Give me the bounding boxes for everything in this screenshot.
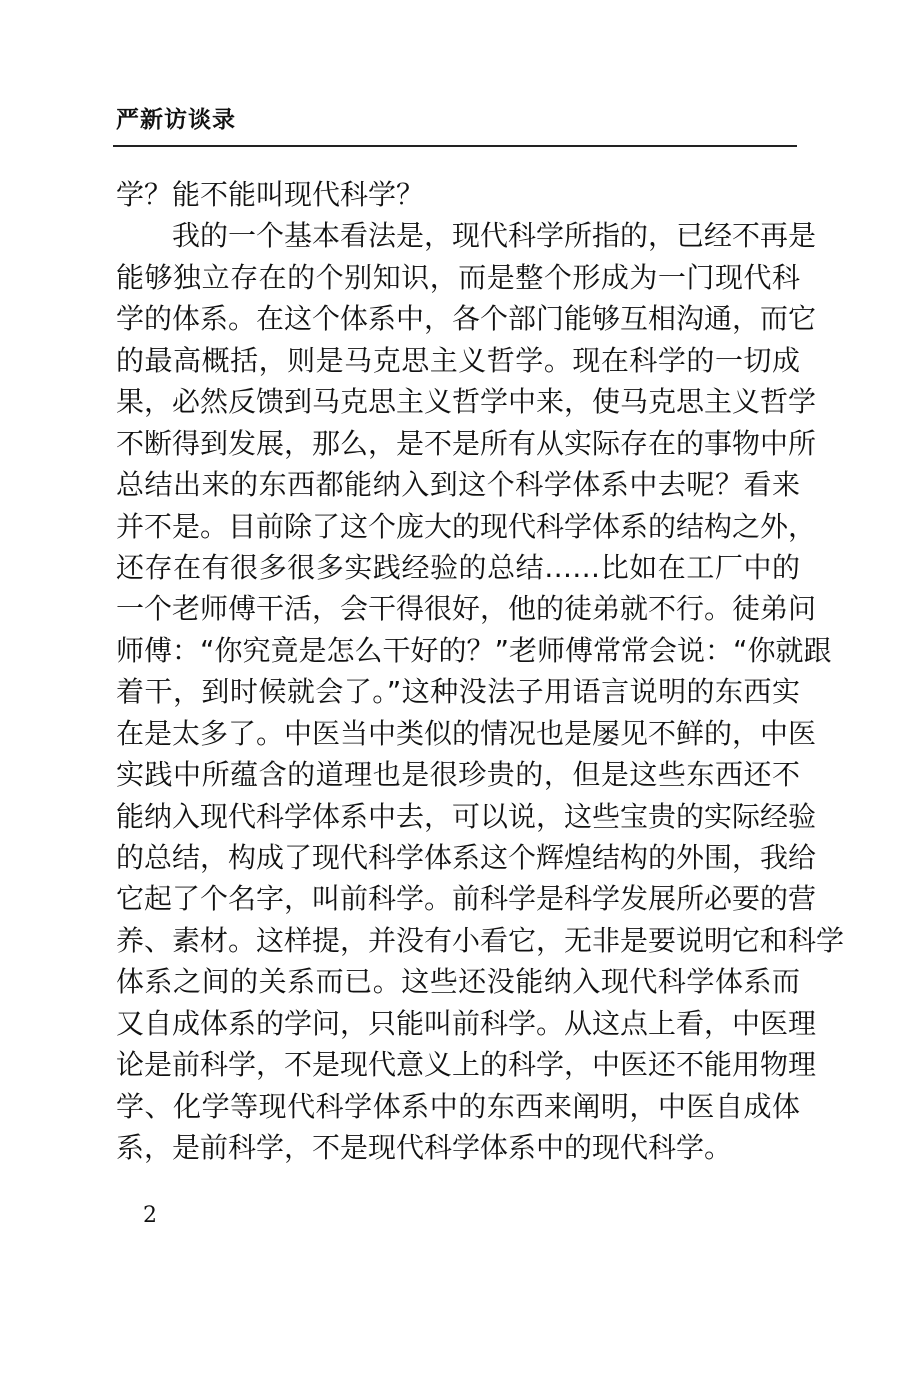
text-line: 在是太多了。中医当中类似的情况也是屡见不鲜的，中医: [116, 716, 817, 750]
text-line: 学？能不能叫现代科学？: [116, 178, 425, 211]
text-line: 论是前科学，不是现代意义上的科学，中医还不能用物理: [116, 1048, 817, 1082]
body-text: [116, 174, 845, 1169]
text-line: 能纳入现代科学体系中去，可以说，这些宝贵的实际经验: [116, 799, 817, 833]
text-line: 的总结，构成了现代科学体系这个辉煌结构的外围，我给: [116, 841, 817, 874]
page-number: 2: [143, 1203, 157, 1228]
text-line: 并不是。目前除了这个庞大的现代科学体系的结构之外，: [116, 509, 817, 543]
text-line: 的最高概括，则是马克思主义哲学。现在科学的一切成: [116, 343, 800, 377]
text-line: 能够独立存在的个别知识，而是整个形成为一门现代科: [116, 260, 800, 294]
text-line: 它起了个名字，叫前科学。前科学是科学发展所必要的营: [116, 882, 817, 916]
text-line: 不断得到发展，那么，是不是所有从实际存在的事物中所: [116, 426, 817, 460]
running-header-title: 严新访谈录: [116, 107, 236, 133]
text-line: 总结出来的东西都能纳入到这个科学体系中去呢？看来: [116, 468, 800, 502]
text-line: 果，必然反馈到马克思主义哲学中来，使马克思主义哲学: [116, 385, 817, 419]
text-line: 系，是前科学，不是现代科学体系中的现代科学。: [116, 1131, 733, 1165]
text-line: 还存在有很多很多实践经验的总结……比如在工厂中的: [116, 550, 800, 584]
text-line: 养、素材。这样提，并没有小看它，无非是要说明它和科学: [116, 923, 845, 957]
text-line: 体系之间的关系而已。这些还没能纳入现代科学体系而: [116, 965, 800, 999]
text-line: 学的体系。在这个体系中，各个部门能够互相沟通，而它: [116, 302, 817, 336]
text-line: 师傅：“你究竟是怎么干好的？”老师傅常常会说：“你就跟: [116, 633, 832, 667]
text-line: 学、化学等现代科学体系中的东西来阐明，中医自成体: [116, 1089, 800, 1123]
text-line: 实践中所蕴含的道理也是很珍贵的，但是这些东西还不: [116, 758, 800, 792]
text-line: 一个老师傅干活，会干得很好，他的徒弟就不行。徒弟问: [116, 592, 817, 626]
header-rule: [113, 145, 797, 147]
text-line: 着干，到时候就会了。”这种没法子用语言说明的东西实: [116, 675, 800, 709]
text-line: 我的一个基本看法是，现代科学所指的，已经不再是: [172, 219, 817, 253]
text-line: 又自成体系的学问，只能叫前科学。从这点上看，中医理: [116, 1006, 817, 1040]
